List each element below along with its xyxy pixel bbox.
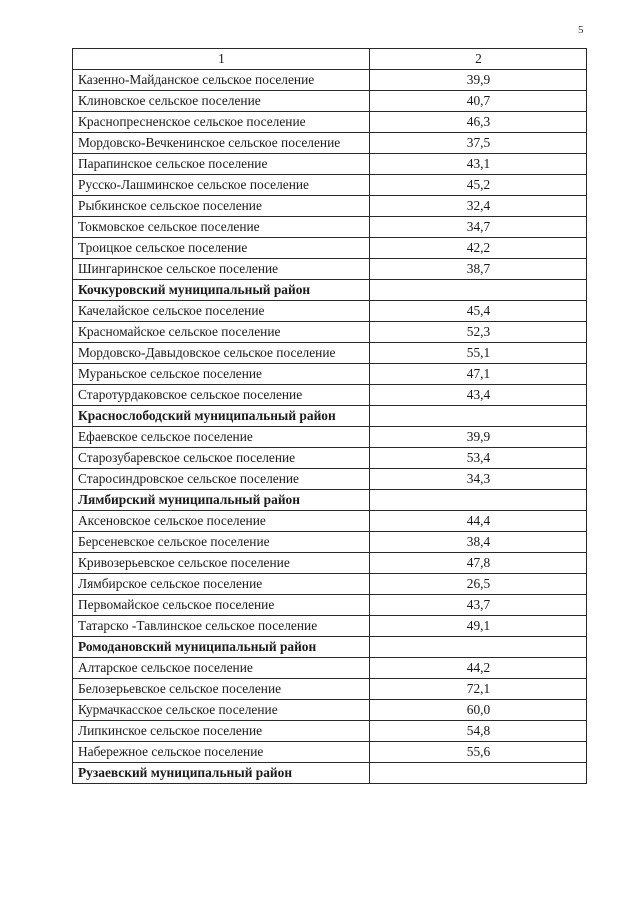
table-row	[73, 511, 587, 532]
settlement-name: Набережное сельское поселение	[73, 742, 370, 763]
section-header-row	[73, 280, 587, 301]
settlement-name: Белозерьевское сельское поселение	[73, 679, 370, 700]
value-cell: 45,2	[370, 175, 587, 196]
value-cell: 38,7	[370, 259, 587, 280]
value-cell: 46,3	[370, 112, 587, 133]
settlement-name: Кривозерьевское сельское поселение	[73, 553, 370, 574]
value-cell: 49,1	[370, 616, 587, 637]
value-cell	[370, 280, 587, 301]
table-row	[73, 343, 587, 364]
section-header-row	[73, 637, 587, 658]
table-row	[73, 301, 587, 322]
value-cell: 60,0	[370, 700, 587, 721]
settlement-name: Красномайское сельское поселение	[73, 322, 370, 343]
settlement-name: Старотурдаковское сельское поселение	[73, 385, 370, 406]
table-row	[73, 427, 587, 448]
district-name: Кочкуровский муниципальный район	[73, 280, 370, 301]
value-cell: 55,6	[370, 742, 587, 763]
table-row	[73, 658, 587, 679]
value-cell: 53,4	[370, 448, 587, 469]
value-cell	[370, 763, 587, 784]
value-cell: 44,2	[370, 658, 587, 679]
settlement-name: Лямбирское сельское поселение	[73, 574, 370, 595]
settlement-name: Первомайское сельское поселение	[73, 595, 370, 616]
table-row	[73, 448, 587, 469]
settlement-name: Парапинское сельское поселение	[73, 154, 370, 175]
value-cell: 43,1	[370, 154, 587, 175]
table-row	[73, 364, 587, 385]
settlement-name: Рыбкинское сельское поселение	[73, 196, 370, 217]
settlement-name: Качелайское сельское поселение	[73, 301, 370, 322]
settlement-name: Старосиндровское сельское поселение	[73, 469, 370, 490]
table-row	[73, 532, 587, 553]
district-name: Краснослободский муниципальный район	[73, 406, 370, 427]
table-row	[73, 616, 587, 637]
settlement-name: Шингаринское сельское поселение	[73, 259, 370, 280]
settlement-name: Краснопресненское сельское поселение	[73, 112, 370, 133]
table-row	[73, 70, 587, 91]
value-cell: 44,4	[370, 511, 587, 532]
table-row	[73, 217, 587, 238]
table-row	[73, 721, 587, 742]
settlement-name: Мураньское сельское поселение	[73, 364, 370, 385]
value-cell: 45,4	[370, 301, 587, 322]
value-cell: 40,7	[370, 91, 587, 112]
table-row	[73, 133, 587, 154]
value-cell: 34,3	[370, 469, 587, 490]
table-row	[73, 196, 587, 217]
settlement-name: Ефаевское сельское поселение	[73, 427, 370, 448]
district-name: Лямбирский муниципальный район	[73, 490, 370, 511]
settlement-name: Старозубаревское сельское поселение	[73, 448, 370, 469]
value-cell: 34,7	[370, 217, 587, 238]
table-header-row	[73, 49, 587, 70]
section-header-row	[73, 406, 587, 427]
table-row	[73, 112, 587, 133]
value-cell	[370, 637, 587, 658]
settlement-name: Татарско -Тавлинское сельское поселение	[73, 616, 370, 637]
value-cell: 42,2	[370, 238, 587, 259]
district-name: Ромодановский муниципальный район	[73, 637, 370, 658]
value-cell: 38,4	[370, 532, 587, 553]
section-header-row	[73, 763, 587, 784]
settlement-name: Липкинское сельское поселение	[73, 721, 370, 742]
value-cell: 43,4	[370, 385, 587, 406]
table-row	[73, 385, 587, 406]
table-row	[73, 742, 587, 763]
table-row	[73, 175, 587, 196]
value-cell: 26,5	[370, 574, 587, 595]
value-cell	[370, 490, 587, 511]
section-header-row	[73, 490, 587, 511]
settlement-name: Троицкое сельское поселение	[73, 238, 370, 259]
settlement-name: Токмовское сельское поселение	[73, 217, 370, 238]
table-row	[73, 553, 587, 574]
value-cell: 47,8	[370, 553, 587, 574]
settlement-name: Русско-Лашминское сельское поселение	[73, 175, 370, 196]
value-cell: 47,1	[370, 364, 587, 385]
settlement-name: Курмачкасское сельское поселение	[73, 700, 370, 721]
value-cell: 37,5	[370, 133, 587, 154]
table-row	[73, 700, 587, 721]
settlement-name: Мордовско-Вечкенинское сельское поселение	[73, 133, 370, 154]
value-cell: 43,7	[370, 595, 587, 616]
value-cell: 52,3	[370, 322, 587, 343]
table-row	[73, 154, 587, 175]
column-header-1: 1	[73, 49, 370, 70]
value-cell: 39,9	[370, 427, 587, 448]
table-row	[73, 679, 587, 700]
settlements-table	[72, 48, 587, 784]
table-row	[73, 259, 587, 280]
table-row	[73, 574, 587, 595]
value-cell: 72,1	[370, 679, 587, 700]
value-cell: 32,4	[370, 196, 587, 217]
table-body	[73, 70, 587, 784]
table-row	[73, 469, 587, 490]
table-row	[73, 91, 587, 112]
settlement-name: Клиновское сельское поселение	[73, 91, 370, 112]
settlement-name: Аксеновское сельское поселение	[73, 511, 370, 532]
settlement-name: Мордовско-Давыдовское сельское поселение	[73, 343, 370, 364]
table-row	[73, 238, 587, 259]
value-cell	[370, 406, 587, 427]
column-header-2: 2	[370, 49, 587, 70]
page-number: 5	[578, 24, 584, 36]
district-name: Рузаевский муниципальный район	[73, 763, 370, 784]
settlement-name: Берсеневское сельское поселение	[73, 532, 370, 553]
value-cell: 39,9	[370, 70, 587, 91]
value-cell: 55,1	[370, 343, 587, 364]
value-cell: 54,8	[370, 721, 587, 742]
settlement-name: Алтарское сельское поселение	[73, 658, 370, 679]
table-row	[73, 595, 587, 616]
settlement-name: Казенно-Майданское сельское поселение	[73, 70, 370, 91]
table-row	[73, 322, 587, 343]
